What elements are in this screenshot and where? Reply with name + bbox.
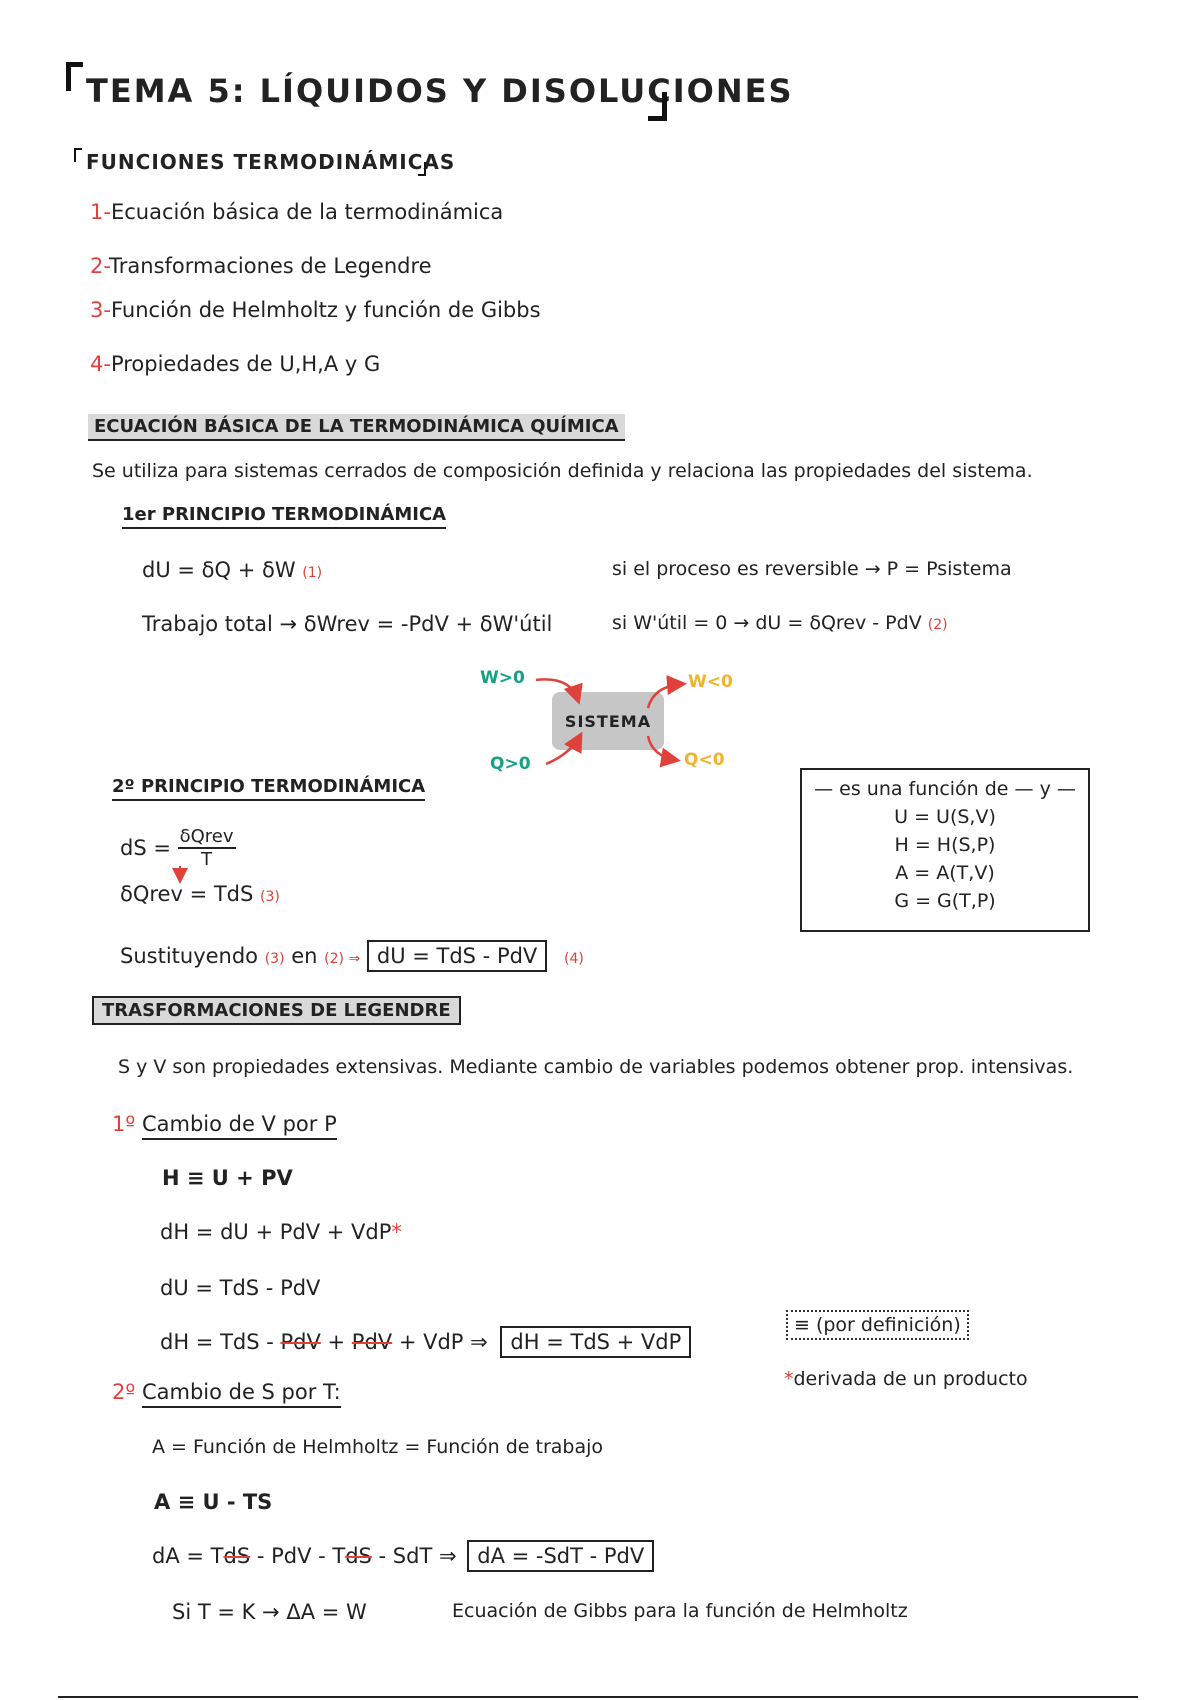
index-item-num: 2- — [90, 254, 110, 278]
section2-intro: S y V son propiedades extensivas. Mediante cambio de variables podemos obtener prop. intensivas. — [118, 1056, 1074, 1078]
principle1-title: 1er PRINCIPIO TERMODINÁMICA — [122, 504, 446, 529]
bottom-divider — [58, 1696, 1138, 1698]
sustituyendo-line — [120, 944, 584, 968]
function-box-line: U = U(S,V) — [894, 806, 996, 828]
function-box — [800, 768, 1090, 932]
function-box-line: H = H(S,P) — [894, 834, 996, 856]
por-definicion-note: ≡ (por definición) — [786, 1310, 969, 1340]
eq3 — [120, 882, 280, 906]
w-out-arrow — [648, 684, 682, 708]
dh2-strike1: PdV — [280, 1330, 321, 1354]
da-result-line — [152, 1544, 654, 1568]
dh-result-box: dH = TdS + VdP — [500, 1326, 691, 1358]
da-b: - PdV - T — [250, 1544, 346, 1568]
sust-ref3: (3) — [264, 951, 285, 967]
eq1-text: dU = δQ + δW — [142, 558, 296, 582]
q-out-arrow — [648, 736, 676, 760]
eq2-text: si W'útil = 0 → dU = δQrev - PdV — [612, 612, 922, 634]
da-strike2: dS — [345, 1544, 372, 1568]
index-heading: FUNCIONES TERMODINÁMICAS — [86, 150, 456, 174]
dh-expansion — [160, 1220, 402, 1244]
eq4-box: dU = TdS - PdV — [367, 940, 547, 972]
page-title: TEMA 5: LÍQUIDOS Y DISOLUCIONES — [86, 72, 794, 110]
dh-expansion-text: dH = dU + PdV + VdP — [160, 1220, 392, 1244]
principle2-title: 2º PRINCIPIO TERMODINÁMICA — [112, 776, 425, 801]
dh2-c: + VdP ⇒ — [392, 1330, 488, 1354]
cambio1-text: Cambio de V por P — [142, 1112, 337, 1140]
da-strike1: dS — [223, 1544, 251, 1568]
derivada-text: derivada de un producto — [793, 1368, 1028, 1390]
a-description: A = Función de Helmholtz = Función de trabajo — [152, 1436, 604, 1458]
index-item-text: Función de Helmholtz y función de Gibbs — [110, 298, 541, 322]
eq3-text: δQrev = TdS — [120, 882, 254, 906]
eq1-ref: (1) — [302, 565, 323, 581]
derivada-note — [784, 1368, 1028, 1390]
w-positive-label: W>0 — [480, 668, 525, 688]
index-item-num: 3- — [90, 298, 111, 322]
cambio2-title — [112, 1380, 341, 1404]
da-a: dA = T — [152, 1544, 224, 1568]
index-item-text: Ecuación básica de la termodinámica — [110, 200, 504, 224]
si-t-constante: Si T = K → ΔA = W — [172, 1600, 367, 1624]
dh2-strike2: PdV — [351, 1330, 393, 1354]
cambio2-num: 2º — [112, 1380, 136, 1404]
ds-numerator: δQrev — [179, 826, 234, 847]
dh-result-line — [160, 1330, 691, 1354]
eq4-ref: (4) — [564, 951, 584, 967]
cambio1-title — [112, 1112, 337, 1136]
cambio2-text: Cambio de S por T: — [142, 1380, 341, 1408]
ds-denominator: T — [201, 849, 213, 870]
q-negative-label: Q<0 — [684, 750, 725, 770]
index-item-num: 4- — [90, 352, 111, 376]
sust-text: Sustituyendo — [120, 944, 259, 968]
sistema-box: SISTEMA — [552, 692, 664, 750]
reversible-note: si el proceso es reversible → P = Psistema — [612, 558, 1012, 580]
dh2-b: + — [320, 1330, 352, 1354]
section1-heading: ECUACIÓN BÁSICA DE LA TERMODINÁMICA QUÍMICA — [88, 414, 625, 441]
ds-left: dS = — [120, 836, 171, 860]
sust-en: en — [291, 944, 318, 968]
index-item-text: Propiedades de U,H,A y G — [110, 352, 381, 376]
du-equation: dU = TdS - PdV — [160, 1276, 321, 1300]
function-box-header: — es una función de — y — — [814, 778, 1076, 800]
section1-intro: Se utiliza para sistemas cerrados de composición definida y relaciona las propiedades del sistema. — [92, 460, 1033, 482]
q-in-arrow — [546, 736, 580, 764]
asterisk-icon: * — [391, 1220, 402, 1244]
gibbs-note: Ecuación de Gibbs para la función de Helmholtz — [452, 1600, 908, 1622]
w-negative-label: W<0 — [688, 672, 733, 692]
da-result-box: dA = -SdT - PdV — [467, 1540, 654, 1572]
a-definition: A ≡ U - TS — [154, 1490, 273, 1514]
da-c: - SdT ⇒ — [371, 1544, 457, 1568]
q-positive-label: Q>0 — [490, 754, 531, 774]
asterisk-icon: * — [784, 1368, 794, 1390]
sust-ref2: (2) ⇒ — [324, 951, 361, 967]
function-box-line: G = G(T,P) — [894, 890, 996, 912]
h-definition: H ≡ U + PV — [162, 1166, 293, 1190]
w-in-arrow — [536, 679, 578, 700]
dh2-a: dH = TdS - — [160, 1330, 281, 1354]
eq2-ref: (2) — [927, 617, 948, 633]
index-item-num: 1- — [90, 200, 111, 224]
function-box-line: A = A(T,V) — [895, 862, 995, 884]
index-item-text: Transformaciones de Legendre — [109, 254, 432, 278]
ds-equation — [120, 826, 236, 870]
cambio1-num: 1º — [112, 1112, 136, 1136]
eq3-ref: (3) — [260, 889, 280, 905]
trabajo-total: Trabajo total → δWrev = -PdV + δW'útil — [142, 612, 553, 636]
section2-heading: TRASFORMACIONES DE LEGENDRE — [92, 996, 461, 1025]
